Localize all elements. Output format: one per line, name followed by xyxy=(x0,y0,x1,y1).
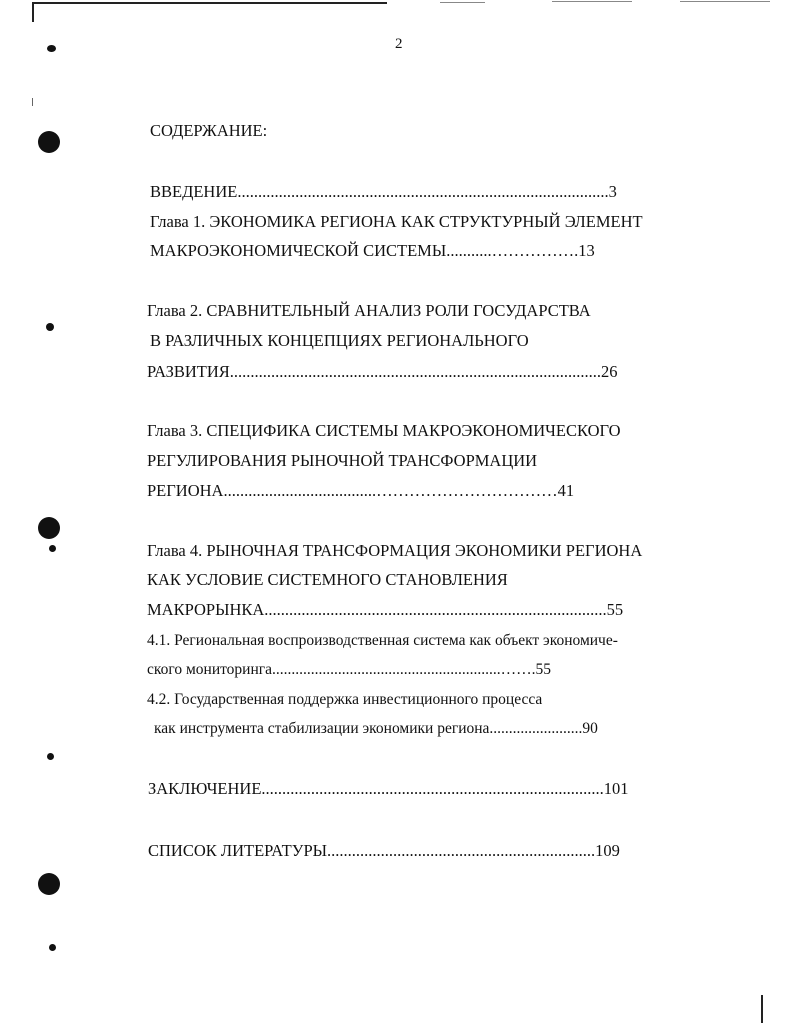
toc-entry-title: ЗАКЛЮЧЕНИЕ xyxy=(148,779,262,798)
toc-entry-title: РАЗВИТИЯ xyxy=(147,362,230,381)
toc-chapter-1[interactable] xyxy=(150,241,595,261)
toc-page-number: 109 xyxy=(595,841,620,860)
binder-hole xyxy=(38,517,60,539)
toc-page-number: 26 xyxy=(601,362,618,381)
scan-tick-left xyxy=(32,98,33,106)
toc-chapter-2-line-1[interactable]: Глава 2. СРАВНИТЕЛЬНЫЙ АНАЛИЗ РОЛИ ГОСУДАРСТВА xyxy=(147,301,591,320)
toc-entry-title: СПИСОК ЛИТЕРАТУРЫ xyxy=(148,841,328,860)
toc-section-4-1[interactable] xyxy=(147,660,551,680)
toc-page-number: 55 xyxy=(535,661,552,678)
toc-entry-title: ского мониторинга xyxy=(147,661,273,678)
scan-dash-top-2 xyxy=(552,1,632,2)
toc-chapter-2-line-2[interactable]: В РАЗЛИЧНЫХ КОНЦЕПЦИЯХ РЕГИОНАЛЬНОГО xyxy=(150,331,529,350)
page-number: 2 xyxy=(395,36,403,52)
toc-section-4-1-line-1[interactable]: 4.1. Региональная воспроизводственная система как объект экономиче- xyxy=(147,632,618,649)
toc-entry-title: МАКРОЭКОНОМИЧЕСКОЙ СИСТЕМЫ xyxy=(150,241,447,260)
toc-chapter-3[interactable] xyxy=(147,481,574,501)
toc-chapter-4-line-2[interactable]: КАК УСЛОВИЕ СИСТЕМНОГО СТАНОВЛЕНИЯ xyxy=(147,570,508,589)
scan-dash-top-3 xyxy=(680,1,770,2)
toc-leader-dots: ........................ xyxy=(489,720,583,737)
scan-border-right xyxy=(761,995,763,1023)
toc-leader-dots: .......................................................................................... xyxy=(229,362,602,381)
toc-chapter-3-line-2[interactable]: РЕГУЛИРОВАНИЯ РЫНОЧНОЙ ТРАНСФОРМАЦИИ xyxy=(147,451,538,470)
toc-leader-dots: ................................................................. xyxy=(327,841,596,860)
toc-page-number: 3 xyxy=(608,182,617,201)
binder-hole xyxy=(47,753,54,760)
toc-entry-title: как инструмента стабилизации экономики региона xyxy=(154,720,490,737)
toc-leader-dots: ...........……………. xyxy=(446,241,579,260)
binder-hole xyxy=(38,873,60,895)
toc-section-4-2[interactable] xyxy=(154,719,598,739)
toc-entry-conclusion[interactable] xyxy=(148,779,629,799)
toc-page-number: 13 xyxy=(578,241,595,260)
toc-chapter-2[interactable] xyxy=(147,362,618,382)
toc-chapter-1-line-1[interactable]: Глава 1. ЭКОНОМИКА РЕГИОНА КАК СТРУКТУРНЫЙ ЭЛЕМЕНТ xyxy=(150,212,643,231)
toc-entry-bibliography[interactable] xyxy=(148,841,620,861)
toc-entry-title: МАКРОРЫНКА xyxy=(147,600,265,619)
binder-hole xyxy=(46,323,54,331)
scan-border-left xyxy=(32,2,34,22)
binder-hole xyxy=(49,545,56,552)
toc-chapter-4[interactable] xyxy=(147,600,623,620)
scan-dash-top-1 xyxy=(440,2,485,3)
toc-page-number: 101 xyxy=(603,779,629,798)
binder-hole xyxy=(38,131,60,153)
toc-entry-intro[interactable] xyxy=(150,182,617,202)
toc-page-number: 55 xyxy=(606,600,624,619)
toc-leader-dots: .......................................................................................... xyxy=(237,182,609,201)
toc-section-4-2-line-1[interactable]: 4.2. Государственная поддержка инвестиционного процесса xyxy=(147,691,543,708)
binder-hole xyxy=(47,45,56,52)
binder-hole xyxy=(49,944,56,951)
scan-border-top xyxy=(32,2,387,4)
toc-leader-dots: ...........................................................……. xyxy=(272,661,536,678)
toc-chapter-3-line-1[interactable]: Глава 3. СПЕЦИФИКА СИСТЕМЫ МАКРОЭКОНОМИЧЕСКОГО xyxy=(147,421,621,440)
toc-entry-title: РЕГИОНА xyxy=(147,481,224,500)
toc-leader-dots: ................................................................................... xyxy=(261,779,604,798)
toc-entry-title: ВВЕДЕНИЕ xyxy=(150,182,238,201)
toc-leader-dots: ................................................................................... xyxy=(264,600,607,619)
toc-page-number: 41 xyxy=(557,481,575,500)
toc-page-number: 90 xyxy=(582,720,598,737)
toc-heading: СОДЕРЖАНИЕ: xyxy=(150,121,268,140)
toc-leader-dots: .....................................…………………………… xyxy=(223,481,558,500)
toc-chapter-4-line-1[interactable]: Глава 4. РЫНОЧНАЯ ТРАНСФОРМАЦИЯ ЭКОНОМИКИ РЕГИОНА xyxy=(147,541,643,560)
